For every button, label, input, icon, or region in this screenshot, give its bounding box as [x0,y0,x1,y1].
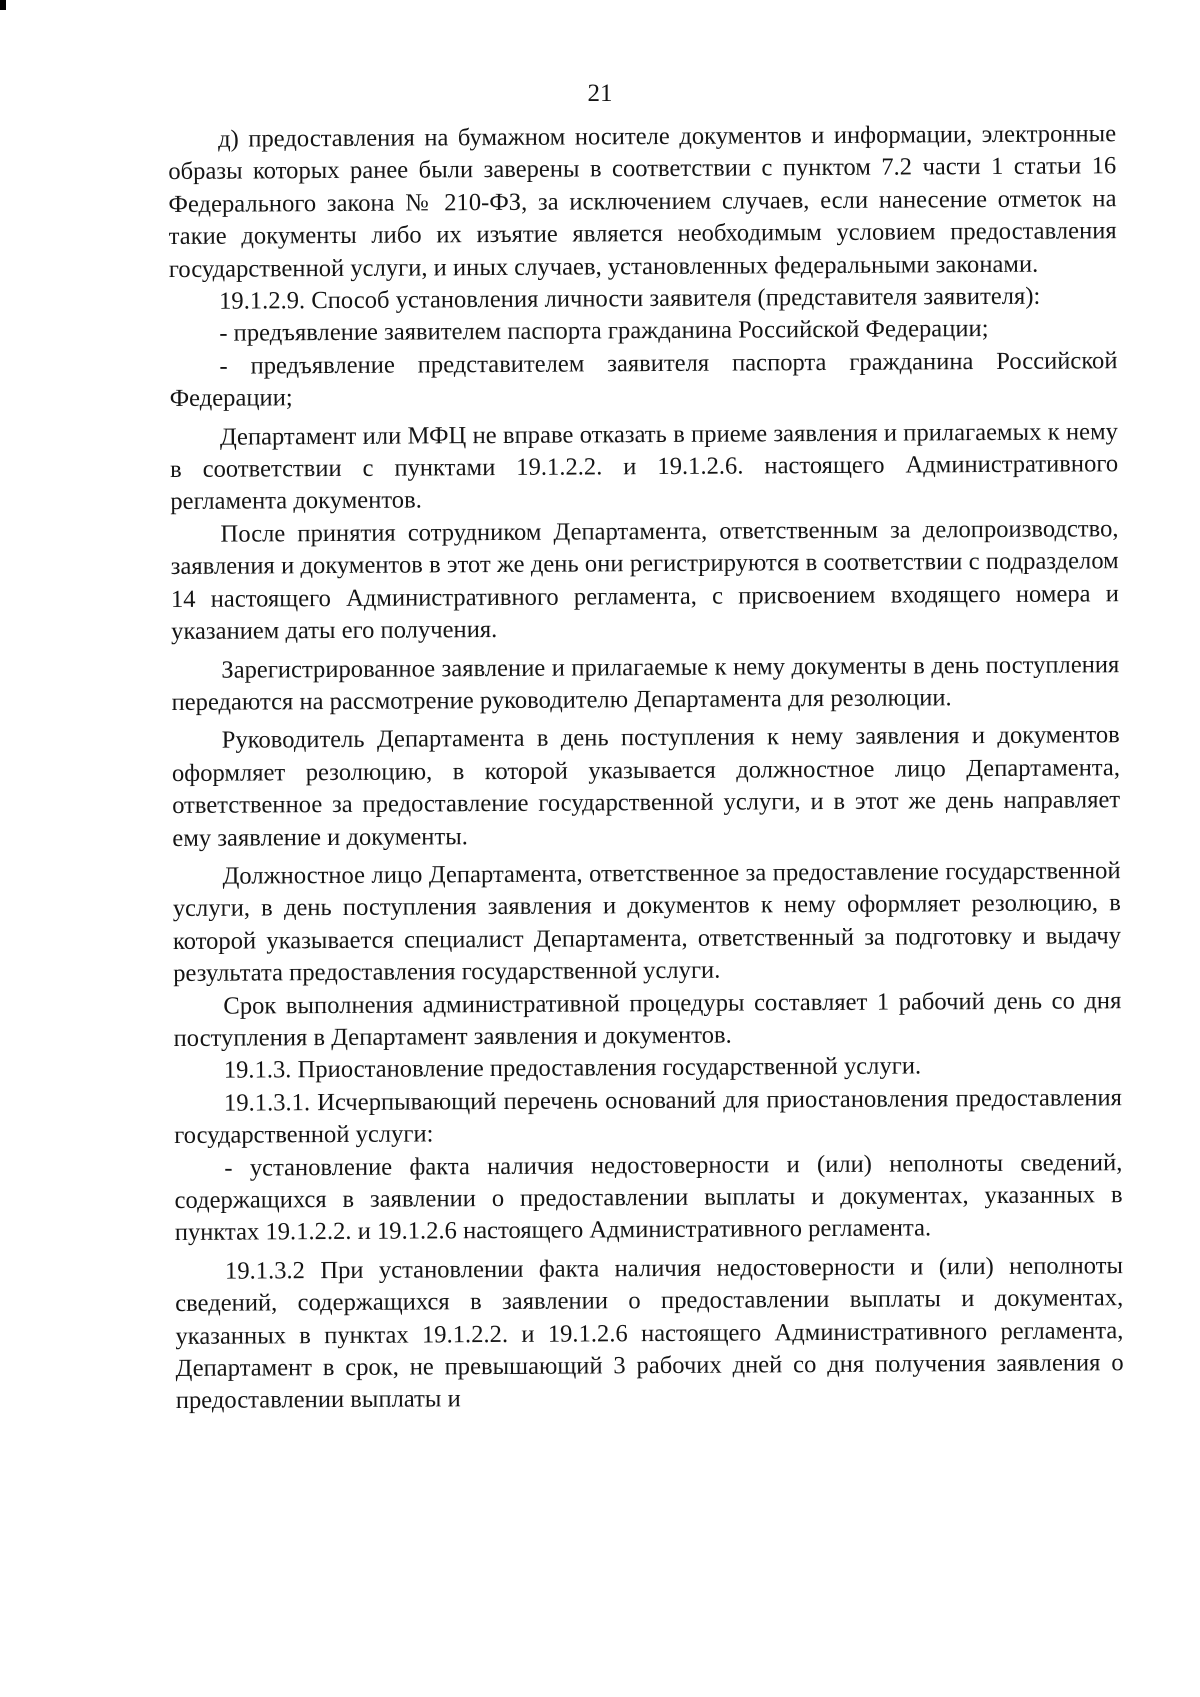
paragraph-identity-method: 19.1.2.9. Способ установления личности заявителя (представителя заявителя): [219,282,1041,315]
paragraph-documents-exception: д) предоставления на бумажном носителе документов и информации, электронные образы которых ранее были заверены в соответствии с пунктом 7.2 части 1 статьи 16 Федерального закона № 210-ФЗ, за исключением случаев, если нанесение отметок на такие документы либо их изъятие является необходимым условием предоставления государственной услуги, и иных случаев, установленных федеральными законами. [168,120,1117,283]
list-item-representative-passport: - предъявление представителем заявителя паспорта гражданина Российской Федерации; [169,347,1118,413]
paragraph-suspension-grounds: 19.1.3.1. Исчерпывающий перечень оснований для приостановления предоставления государственной услуги: [174,1083,1123,1150]
list-item-unreliable-information: - установление факта наличия недостоверности и (или) неполноты сведений, содержащихся в заявлении о предоставлении выплаты и документах, указанных в пунктах 19.1.2.2. и 19.1.2.6 настоящего Административного регламента. [174,1148,1123,1247]
paragraph-procedure-term: Срок выполнения административной процедуры составляет 1 рабочий день со дня поступления в Департамент заявления и документов. [173,986,1122,1052]
document-body [168,118,1124,1418]
paragraph-no-refusal: Департамент или МФЦ не вправе отказать в приеме заявления и прилагаемых к нему в соответствии с пунктами 19.1.2.2. и 19.1.2.6. настоящего Административного регламента документов. [170,417,1119,516]
paragraph-transfer-to-head: Зарегистрированное заявление и прилагаемые к нему документы в день поступления передаются на рассмотрение руководителю Департамента для резолюции. [171,650,1120,716]
page-number: 21 [587,80,613,107]
paragraph-unreliability-procedure: 19.1.3.2 При установлении факта наличия недостоверности и (или) неполноты сведений, содержащихся в заявлении о предоставлении выплаты и документах, указанных в пунктах 19.1.2.2. и 19.1.2.6 настоящего Административного регламента, Департамент в срок, не превышающий 3 рабочих дней со дня получения заявления о предоставлении выплаты и [175,1252,1124,1415]
paragraph-suspension-heading: 19.1.3. Приостановление предоставления государственной услуги. [223,1052,922,1085]
paragraph-head-resolution: Руководитель Департамента в день поступления к нему заявления и документов оформляет резолюцию, в которой указывается должностное лицо Департамента, ответственное за предоставление государственной услуги, и в этот же день направляет ему заявление и документы. [171,721,1121,852]
paragraph-official-resolution: Должностное лицо Департамента, ответственное за предоставление государственной услуги, в день поступления заявления и документов к нему оформляет резолюцию, в которой указывается специалист Департамента, ответственный за подготовку и выдачу результата предоставления государственной услуги. [172,857,1122,988]
list-item-applicant-passport: - предъявление заявителем паспорта гражданина Российской Федерации; [219,315,989,348]
paragraph-registration: После принятия сотрудником Департамента, ответственным за делопроизводство, заявления и документов в этот же день они регистрируются в соответствии с подразделом 14 настоящего Административного регламента, с присвоением входящего номера и указанием даты его получения. [170,515,1119,646]
scan-corner-mark [0,0,6,10]
